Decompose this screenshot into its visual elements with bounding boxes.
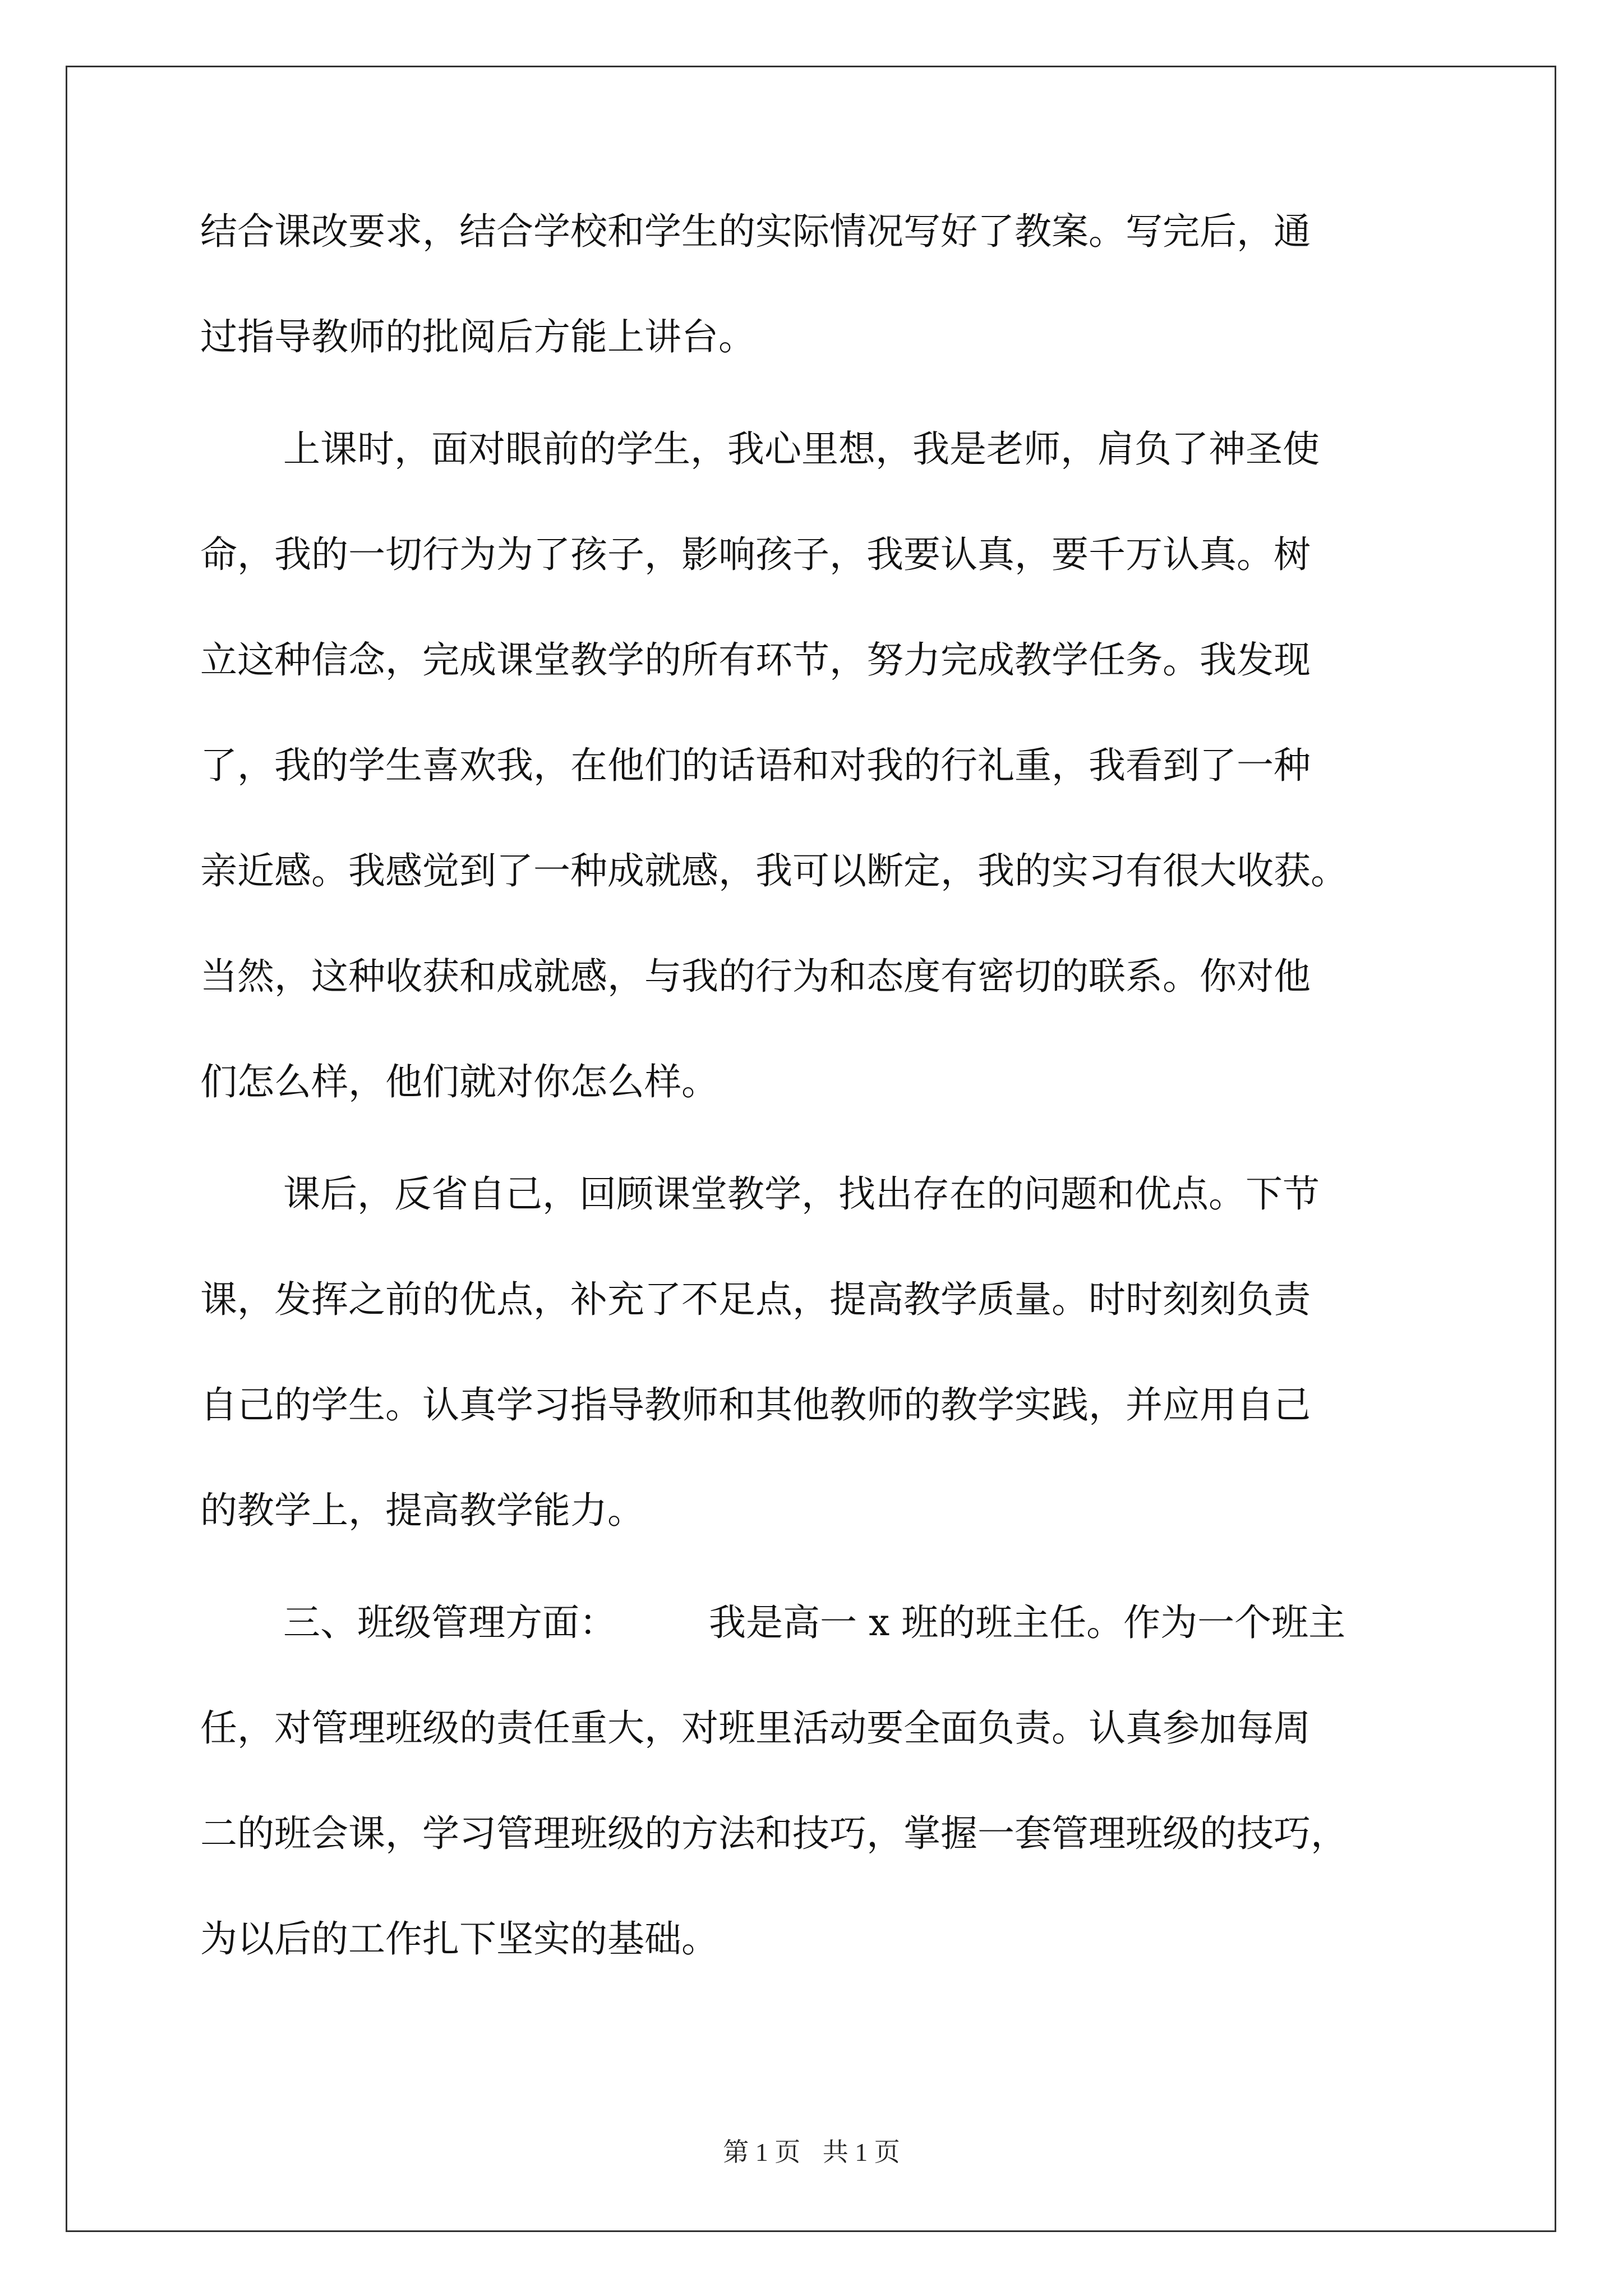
paragraph-start-line: 上课时，面对眼前的学生，我心里想，我是老师，肩负了神圣使 [283, 427, 1320, 471]
text-line: 命，我的一切行为为了孩子，影响孩子，我要认真，要千万认真。树 [200, 533, 1311, 576]
text-line: 结合课改要求，结合学校和学生的实际情况写好了教案。写完后，通 [200, 210, 1311, 253]
text-line: 的教学上，提高教学能力。 [200, 1489, 644, 1532]
paragraph-start-line: 课后，反省自己，回顾课堂教学，找出存在的问题和优点。下节 [283, 1172, 1320, 1216]
page-footer [0, 2132, 1623, 2169]
text-line: 任，对管理班级的责任重大，对班里活动要全面负责。认真参加每周 [200, 1706, 1311, 1750]
text-line: 当然，这种收获和成就感，与我的行为和态度有密切的联系。你对他 [200, 955, 1311, 998]
text-line: 为以后的工作扎下坚实的基础。 [200, 1917, 718, 1961]
text-line: 亲近感。我感觉到了一种成就感，我可以断定，我的实习有很大收获。 [200, 849, 1348, 892]
page-total: 共 1 页 [822, 2138, 900, 2166]
text-line: 立这种信念，完成课堂教学的所有环节，努力完成教学任务。我发现 [200, 638, 1311, 682]
page-border [66, 66, 1556, 2232]
paragraph-start-line: 三、班级管理方面： 我是高一 x 班的班主任。作为一个班主 [283, 1601, 1346, 1644]
text-line: 过指导教师的批阅后方能上讲台。 [200, 315, 755, 358]
page-number: 第 1 页 [723, 2138, 801, 2166]
text-line: 了，我的学生喜欢我，在他们的话语和对我的行礼重，我看到了一种 [200, 744, 1311, 787]
text-line: 们怎么样，他们就对你怎么样。 [200, 1060, 718, 1103]
text-line: 自己的学生。认真学习指导教师和其他教师的教学实践，并应用自己 [200, 1383, 1311, 1427]
text-line: 课，发挥之前的优点，补充了不足点，提高教学质量。时时刻刻负责 [200, 1278, 1311, 1321]
text-line: 二的班会课，学习管理班级的方法和技巧，掌握一套管理班级的技巧， [200, 1812, 1348, 1855]
